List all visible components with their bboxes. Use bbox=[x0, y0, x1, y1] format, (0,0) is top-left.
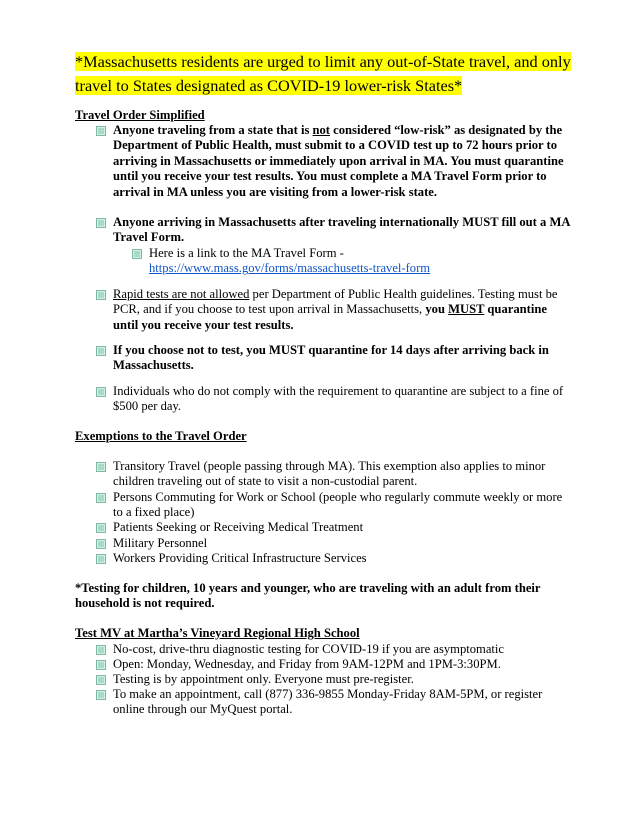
item-text: Anyone traveling from a state that is bbox=[113, 123, 313, 137]
item-text: Transitory Travel (people passing through MA). This exemption also applies to minor children traveling out of state to visit a non-custodial parent. bbox=[113, 459, 546, 489]
item-text: Here is a link to the MA Travel Form - bbox=[149, 246, 344, 260]
bullet-icon bbox=[96, 554, 106, 564]
item-text-underlined: not bbox=[312, 123, 330, 137]
item-text-underlined: Rapid tests are not allowed bbox=[113, 287, 250, 301]
item-text: No-cost, drive-thru diagnostic testing for COVID-19 if you are asymptomatic bbox=[113, 642, 505, 656]
item-text: Individuals who do not comply with the requirement to quarantine are subject to a fine of $500 per day. bbox=[113, 384, 564, 414]
item-text: per Department of Public Health guidelines. Testing must be PCR, and if you choose to test upon arrival in Massachusetts, bbox=[113, 287, 558, 317]
item-text-bold: you bbox=[425, 302, 449, 317]
item-text: Military Personnel bbox=[113, 536, 208, 550]
list-item bbox=[96, 215, 573, 246]
bullet-icon bbox=[96, 523, 106, 533]
bullet-icon bbox=[96, 290, 106, 300]
bullet-icon bbox=[96, 645, 106, 655]
list-item bbox=[96, 657, 573, 672]
item-text: considered “low-risk” as designated by the Department of Public Health, must submit to a COVID test up to 72 hours prior to arriving in Massachusetts or immediately upon arrival in MA. You must quarantine until you receive your test results. You must complete a MA Travel Form prior to arrival in MA unless you are visiting from a lower-risk state. bbox=[113, 123, 564, 199]
bullet-icon bbox=[96, 346, 106, 356]
bullet-icon bbox=[96, 387, 106, 397]
bullet-icon bbox=[96, 660, 106, 670]
item-text-bold-underlined: MUST bbox=[448, 302, 485, 317]
bullet-icon bbox=[96, 126, 106, 136]
list-item bbox=[96, 287, 573, 333]
list-item bbox=[96, 536, 573, 551]
list-item bbox=[96, 672, 573, 687]
list-item bbox=[96, 551, 573, 566]
bullet-icon bbox=[96, 539, 106, 549]
list-item bbox=[96, 687, 573, 718]
item-text-bold: quarantine until you receive your test results. bbox=[113, 302, 547, 332]
list-item bbox=[96, 642, 573, 657]
item-text: Patients Seeking or Receiving Medical Treatment bbox=[113, 520, 364, 534]
item-text: Workers Providing Critical Infrastructure Services bbox=[113, 551, 367, 565]
bullet-icon bbox=[96, 690, 106, 700]
banner-text: *Massachusetts residents are urged to limit any out-of-State travel, and only travel to States designated as COVID-19 lower-risk States* bbox=[75, 52, 571, 95]
sub-list-item bbox=[132, 246, 569, 277]
bullet-icon bbox=[96, 462, 106, 472]
item-text: If you choose not to test, you MUST quarantine for 14 days after arriving back in Massachusetts. bbox=[113, 343, 549, 373]
list-item bbox=[96, 123, 573, 200]
testing-children-note: *Testing for children, 10 years and younger, who are traveling with an adult from their household is not required. bbox=[75, 581, 541, 611]
item-text: Anyone arriving in Massachusetts after traveling internationally MUST fill out a MA Travel Form. bbox=[113, 215, 570, 245]
bullet-icon bbox=[96, 493, 106, 503]
test-mv-heading: Test MV at Martha’s Vineyard Regional High School bbox=[75, 626, 360, 640]
bullet-icon bbox=[132, 249, 142, 259]
bullet-icon bbox=[96, 675, 106, 685]
bullet-icon bbox=[96, 218, 106, 228]
list-item bbox=[96, 343, 573, 374]
list-item bbox=[96, 384, 573, 415]
exemptions-heading: Exemptions to the Travel Order bbox=[75, 429, 247, 443]
item-text: Testing is by appointment only. Everyone must pre-register. bbox=[113, 672, 414, 686]
banner-highlight bbox=[75, 50, 575, 98]
item-text: To make an appointment, call (877) 336-9855 Monday-Friday 8AM-5PM, or register online through our MyQuest portal. bbox=[113, 687, 543, 717]
list-item bbox=[96, 490, 573, 521]
item-text: Open: Monday, Wednesday, and Friday from 9AM-12PM and 1PM-3:30PM. bbox=[113, 657, 501, 671]
item-text: Persons Commuting for Work or School (people who regularly commute weekly or more to a fixed place) bbox=[113, 490, 563, 520]
travel-form-link[interactable]: https://www.mass.gov/forms/massachusetts-travel-form bbox=[149, 261, 431, 276]
list-item bbox=[96, 520, 573, 535]
list-item bbox=[96, 459, 573, 490]
travel-order-heading: Travel Order Simplified bbox=[75, 108, 205, 122]
